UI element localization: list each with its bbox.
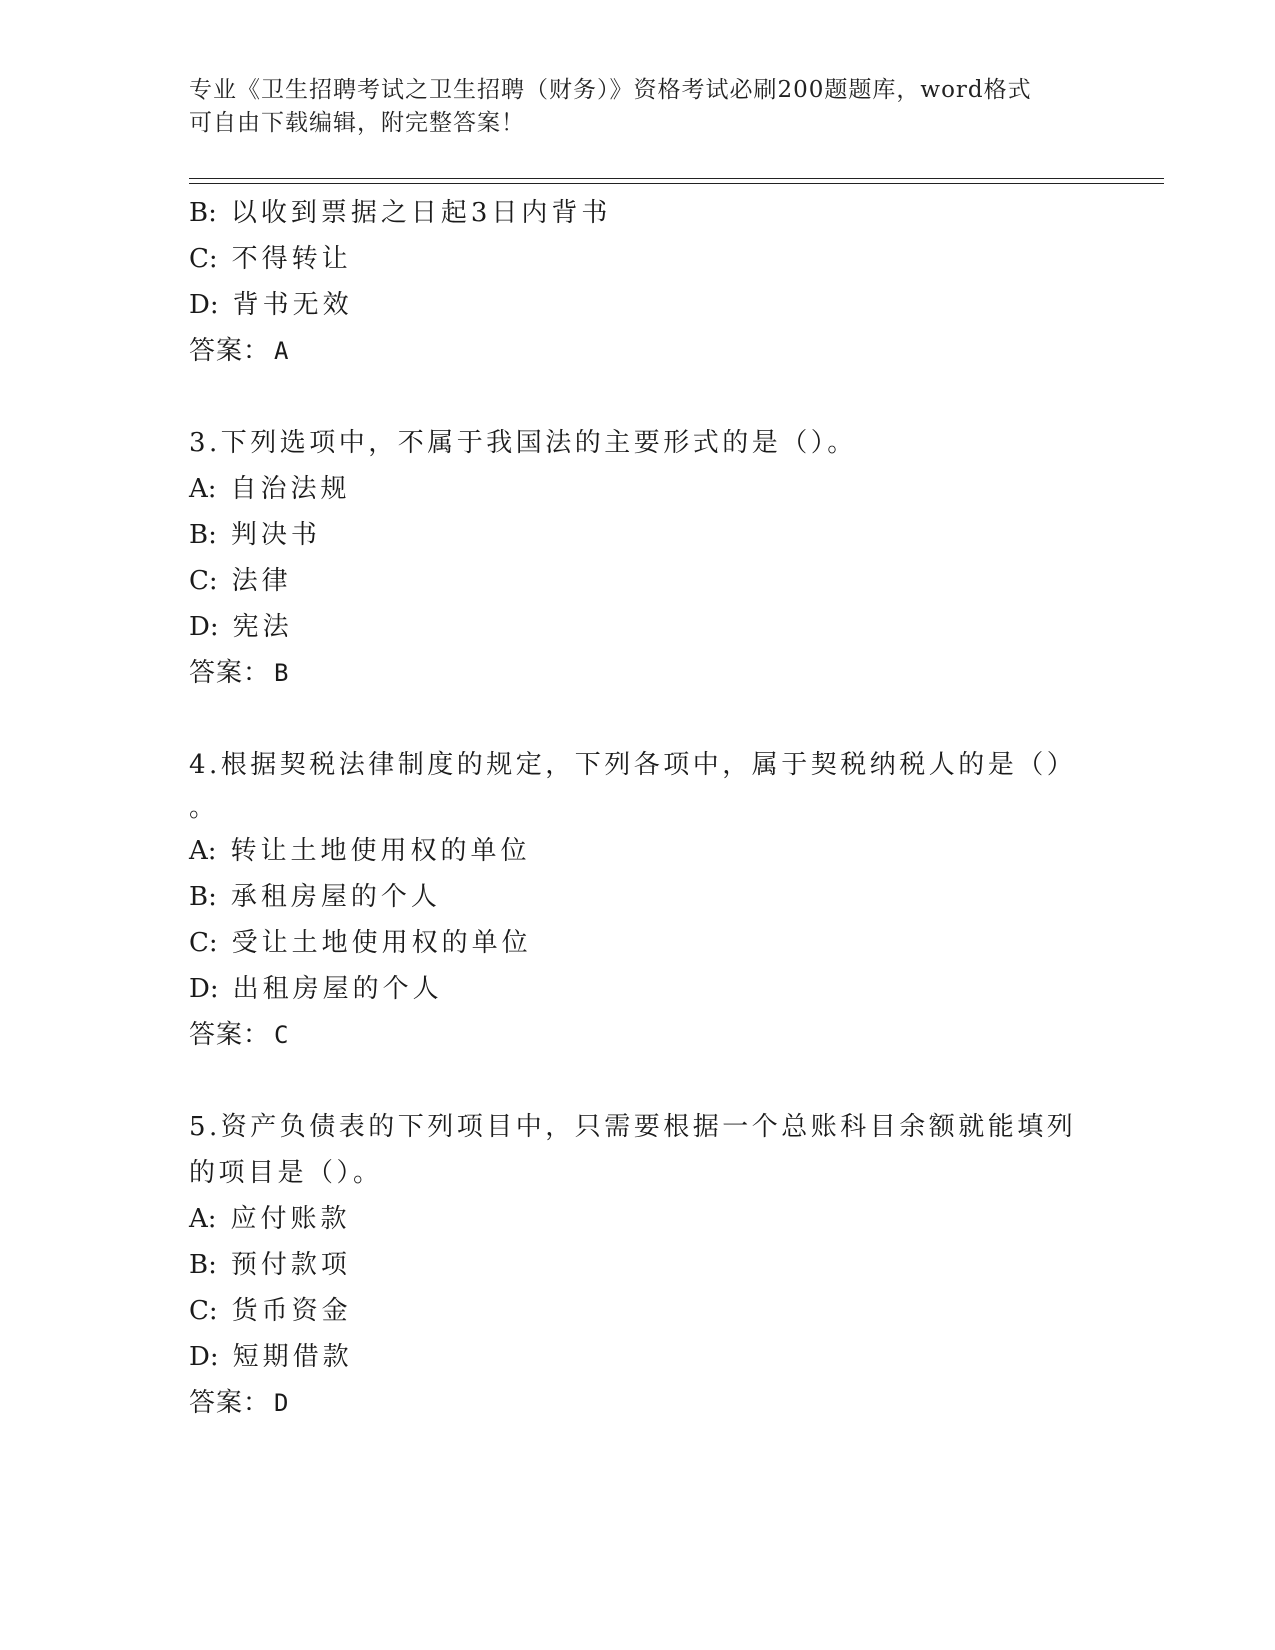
question-3 <box>189 420 1089 696</box>
answer-value: D <box>274 1389 290 1417</box>
spacer <box>189 696 1089 742</box>
option-text: 预付款项 <box>230 1250 351 1280</box>
option-key: A: <box>189 836 217 866</box>
option-c <box>189 1288 1089 1334</box>
option-c <box>189 920 1089 966</box>
option-a <box>189 828 1089 874</box>
option-key: A: <box>189 1204 217 1234</box>
document-header <box>189 74 1089 140</box>
spacer <box>189 1058 1089 1104</box>
option-key: D: <box>189 1342 219 1372</box>
option-text: 不得转让 <box>231 244 352 274</box>
option-text: 宪法 <box>232 612 293 642</box>
option-text: 法律 <box>231 566 292 596</box>
option-text: 背书无效 <box>232 290 353 320</box>
answer-value: C <box>274 1021 290 1049</box>
option-text: 自治法规 <box>230 474 351 504</box>
option-a <box>189 1196 1089 1242</box>
option-b <box>189 512 1089 558</box>
option-c <box>189 236 1089 282</box>
answer-label: 答案： <box>189 1020 271 1050</box>
header-title-line-1: 专业《卫生招聘考试之卫生招聘（财务）》资格考试必刷200题题库，word格式 <box>189 77 1032 103</box>
option-d <box>189 1334 1089 1380</box>
option-key: C: <box>189 566 218 596</box>
option-key: B: <box>189 520 217 550</box>
option-key: C: <box>189 928 218 958</box>
option-key: D: <box>189 612 219 642</box>
answer-label: 答案： <box>189 1388 271 1418</box>
option-key: A: <box>189 474 217 504</box>
option-text: 以收到票据之日起3日内背书 <box>230 198 612 228</box>
option-d <box>189 966 1089 1012</box>
option-a <box>189 466 1089 512</box>
option-text: 承租房屋的个人 <box>230 882 441 912</box>
spacer <box>189 374 1089 420</box>
answer-value: A <box>274 337 290 365</box>
answer-line <box>189 650 1089 696</box>
question-list <box>189 190 1089 1426</box>
answer-value: B <box>274 659 290 687</box>
answer-line <box>189 1380 1089 1426</box>
option-d <box>189 282 1089 328</box>
header-divider-top <box>189 178 1164 179</box>
option-c <box>189 558 1089 604</box>
option-key: B: <box>189 882 217 912</box>
question-4 <box>189 742 1089 1058</box>
answer-label: 答案： <box>189 336 271 366</box>
option-key: B: <box>189 198 217 228</box>
option-key: B: <box>189 1250 217 1280</box>
question-2-tail <box>189 190 1089 374</box>
option-text: 应付账款 <box>230 1204 351 1234</box>
option-d <box>189 604 1089 650</box>
answer-line <box>189 1012 1089 1058</box>
header-title-line-2: 可自由下载编辑，附完整答案！ <box>189 110 525 136</box>
option-text: 转让土地使用权的单位 <box>230 836 531 866</box>
header-divider-bottom <box>189 183 1164 184</box>
question-stem: 3.下列选项中，不属于我国法的主要形式的是（）。 <box>189 428 857 458</box>
option-text: 受让土地使用权的单位 <box>231 928 532 958</box>
question-5 <box>189 1104 1089 1426</box>
option-key: D: <box>189 974 219 1004</box>
option-key: C: <box>189 1296 218 1326</box>
question-stem-line-2: 。 <box>189 793 219 823</box>
option-key: C: <box>189 244 218 274</box>
option-b <box>189 874 1089 920</box>
question-stem-line-1: 5.资产负债表的下列项目中，只需要根据一个总账科目余额就能填列 <box>189 1112 1077 1142</box>
option-text: 判决书 <box>230 520 321 550</box>
option-text: 货币资金 <box>231 1296 352 1326</box>
option-b <box>189 1242 1089 1288</box>
answer-line <box>189 328 1089 374</box>
answer-label: 答案： <box>189 658 271 688</box>
option-text: 短期借款 <box>232 1342 353 1372</box>
option-key: D: <box>189 290 219 320</box>
option-b <box>189 190 1089 236</box>
question-stem-line-1: 4.根据契税法律制度的规定，下列各项中，属于契税纳税人的是（） <box>189 750 1077 780</box>
option-text: 出租房屋的个人 <box>232 974 443 1004</box>
question-stem-line-2: 的项目是（）。 <box>189 1158 383 1188</box>
